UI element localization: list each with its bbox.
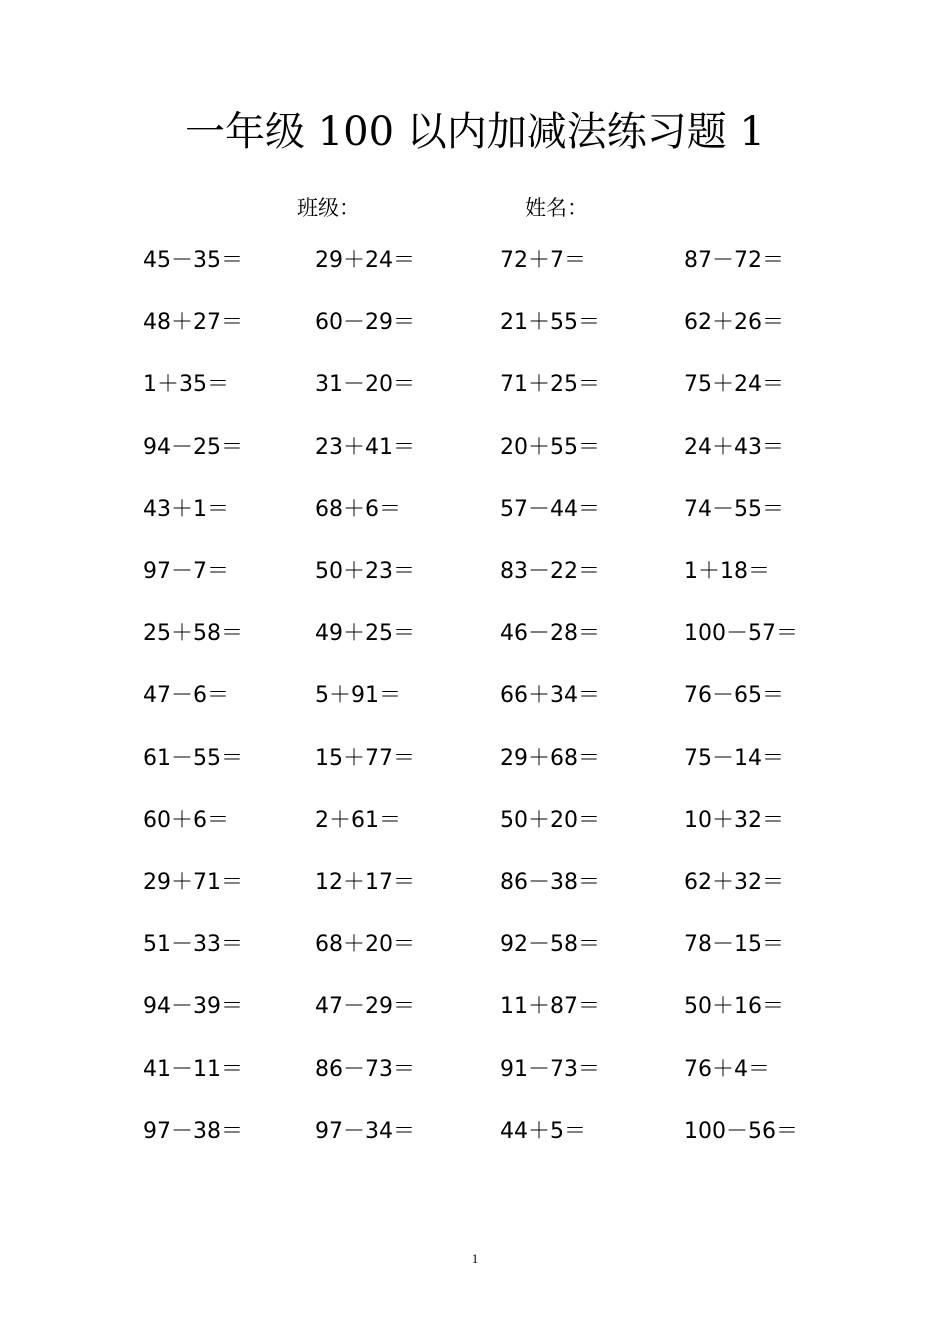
problem-item: 29＋24＝ xyxy=(315,248,415,273)
problem-item: 66＋34＝ xyxy=(500,683,600,708)
problem-item: 44＋5＝ xyxy=(500,1119,586,1144)
problem-item: 62＋26＝ xyxy=(684,310,784,335)
problem-item: 10＋32＝ xyxy=(684,808,784,833)
problem-item: 57－44＝ xyxy=(500,497,600,522)
problem-item: 48＋27＝ xyxy=(143,310,243,335)
problem-item: 91－73＝ xyxy=(500,1057,600,1082)
problem-item: 86－73＝ xyxy=(315,1057,415,1082)
problem-item: 76－65＝ xyxy=(684,683,784,708)
problem-item: 97－7＝ xyxy=(143,559,229,584)
problem-item: 25＋58＝ xyxy=(143,621,243,646)
problem-item: 50＋23＝ xyxy=(315,559,415,584)
problem-item: 1＋18＝ xyxy=(684,559,770,584)
problem-item: 71＋25＝ xyxy=(500,372,600,397)
problem-item: 47－6＝ xyxy=(143,683,229,708)
problem-item: 76＋4＝ xyxy=(684,1057,770,1082)
problem-item: 87－72＝ xyxy=(684,248,784,273)
problem-item: 75＋24＝ xyxy=(684,372,784,397)
problem-item: 47－29＝ xyxy=(315,994,415,1019)
problem-item: 43＋1＝ xyxy=(143,497,229,522)
problem-item: 29＋68＝ xyxy=(500,746,600,771)
problem-item: 15＋77＝ xyxy=(315,746,415,771)
problem-item: 41－11＝ xyxy=(143,1057,243,1082)
problem-item: 5＋91＝ xyxy=(315,683,401,708)
problem-item: 60＋6＝ xyxy=(143,808,229,833)
problem-item: 97－38＝ xyxy=(143,1119,243,1144)
problem-item: 46－28＝ xyxy=(500,621,600,646)
problem-item: 24＋43＝ xyxy=(684,435,784,460)
problem-item: 72＋7＝ xyxy=(500,248,586,273)
problem-item: 97－34＝ xyxy=(315,1119,415,1144)
problem-item: 83－22＝ xyxy=(500,559,600,584)
problem-item: 31－20＝ xyxy=(315,372,415,397)
problem-item: 29＋71＝ xyxy=(143,870,243,895)
problem-item: 94－25＝ xyxy=(143,435,243,460)
problem-item: 68＋6＝ xyxy=(315,497,401,522)
problem-item: 49＋25＝ xyxy=(315,621,415,646)
problem-item: 12＋17＝ xyxy=(315,870,415,895)
problem-item: 60－29＝ xyxy=(315,310,415,335)
page-title: 一年级 100 以内加减法练习题 1 xyxy=(185,109,765,155)
problem-item: 21＋55＝ xyxy=(500,310,600,335)
problem-item: 78－15＝ xyxy=(684,932,784,957)
problem-item: 68＋20＝ xyxy=(315,932,415,957)
problem-item: 11＋87＝ xyxy=(500,994,600,1019)
problem-item: 45－35＝ xyxy=(143,248,243,273)
problem-item: 61－55＝ xyxy=(143,746,243,771)
problem-item: 2＋61＝ xyxy=(315,808,401,833)
problem-item: 1＋35＝ xyxy=(143,372,229,397)
problem-item: 62＋32＝ xyxy=(684,870,784,895)
problem-item: 20＋55＝ xyxy=(500,435,600,460)
problem-item: 86－38＝ xyxy=(500,870,600,895)
problem-item: 94－39＝ xyxy=(143,994,243,1019)
problem-item: 75－14＝ xyxy=(684,746,784,771)
name-label: 姓名： xyxy=(525,196,588,220)
problem-item: 100－57＝ xyxy=(684,621,798,646)
problem-item: 74－55＝ xyxy=(684,497,784,522)
problem-item: 100－56＝ xyxy=(684,1119,798,1144)
problem-item: 23＋41＝ xyxy=(315,435,415,460)
problem-item: 50＋20＝ xyxy=(500,808,600,833)
problem-item: 50＋16＝ xyxy=(684,994,784,1019)
class-label: 班级： xyxy=(297,196,360,220)
page-number: 1 xyxy=(471,1251,479,1266)
problem-item: 51－33＝ xyxy=(143,932,243,957)
problem-item: 92－58＝ xyxy=(500,932,600,957)
